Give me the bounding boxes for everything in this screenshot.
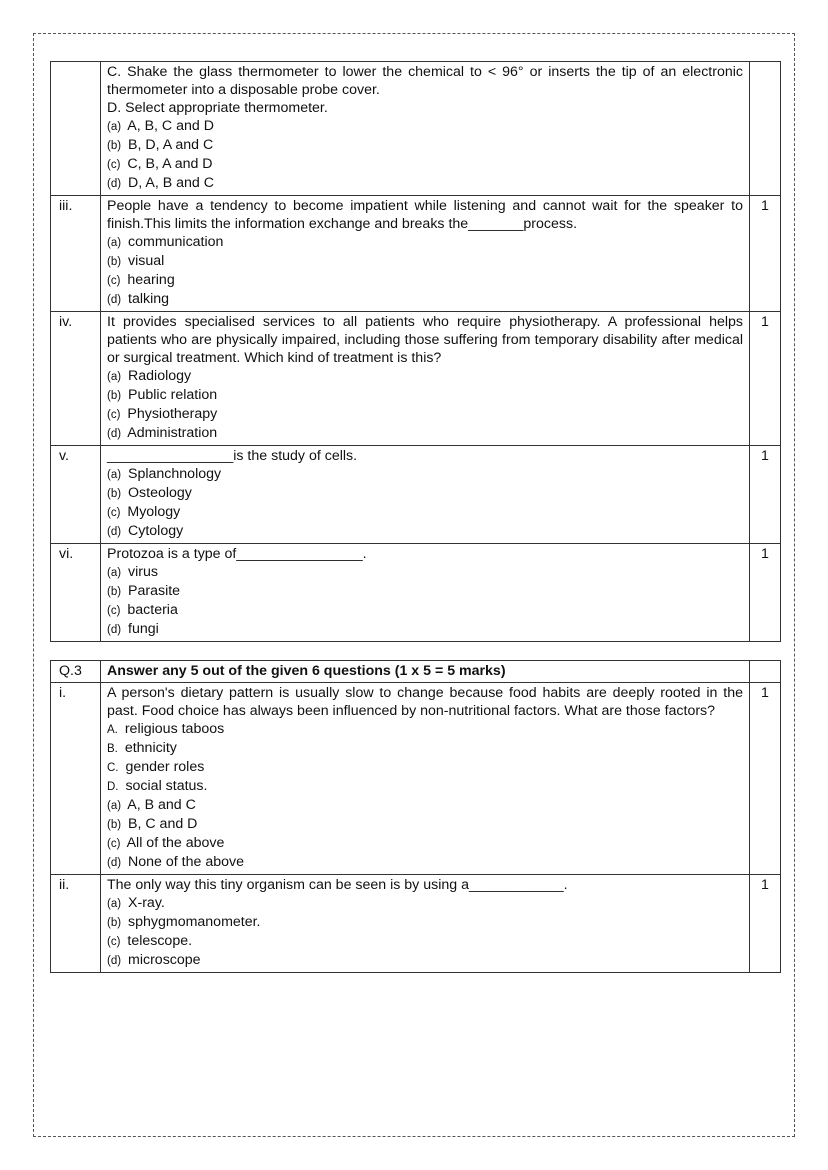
- option-text: Parasite: [128, 583, 181, 599]
- option-label: D.: [107, 781, 119, 793]
- answer-option: [107, 503, 743, 522]
- option-text: Public relation: [128, 387, 218, 403]
- option-text: Radiology: [128, 368, 192, 384]
- option-label: C.: [107, 762, 119, 774]
- question-number: [51, 62, 101, 196]
- option-label: (a): [107, 567, 122, 579]
- option-label: (c): [107, 275, 121, 287]
- answer-option: [107, 620, 743, 639]
- question-number: v.: [51, 446, 101, 544]
- question-body: [101, 312, 750, 446]
- question-body: [101, 446, 750, 544]
- question-text: A person's dietary pattern is usually slow to change because food habits are deeply rooted in the past. Food choice has always been influenced by non-nutritional factors. What are those factors?: [107, 685, 743, 719]
- option-label: (d): [107, 526, 122, 538]
- question-marks: [750, 62, 781, 196]
- option-label: (b): [107, 390, 122, 402]
- answer-option: [107, 522, 743, 541]
- option-text: Osteology: [128, 485, 192, 501]
- option-label: (d): [107, 857, 122, 869]
- answer-option: [107, 465, 743, 484]
- answer-option: [107, 290, 743, 309]
- question-number: iii.: [51, 196, 101, 312]
- question-table-section-2: [50, 61, 781, 642]
- option-label: (b): [107, 917, 122, 929]
- question-body: [101, 62, 750, 196]
- option-text: hearing: [127, 272, 175, 288]
- section-instructions: Answer any 5 out of the given 6 questions (1 x 5 = 5 marks): [101, 661, 750, 683]
- answer-option: [107, 563, 743, 582]
- option-text: social status.: [125, 778, 208, 794]
- answer-option: [107, 252, 743, 271]
- answer-option: [107, 582, 743, 601]
- option-text: Cytology: [128, 523, 184, 539]
- option-label: B.: [107, 743, 118, 755]
- option-text: None of the above: [128, 854, 244, 870]
- question-marks: 1: [750, 196, 781, 312]
- option-label: (b): [107, 586, 122, 598]
- option-label: (c): [107, 605, 121, 617]
- question-marks: 1: [750, 446, 781, 544]
- question-marks: 1: [750, 875, 781, 973]
- answer-option: [107, 853, 743, 872]
- option-label: (a): [107, 121, 122, 133]
- section-number: Q.3: [51, 661, 101, 683]
- question-body: [101, 683, 750, 875]
- answer-option: [107, 484, 743, 503]
- option-label: (b): [107, 140, 122, 152]
- option-text: B, C and D: [128, 816, 198, 832]
- question-number: ii.: [51, 875, 101, 973]
- answer-option: [107, 233, 743, 252]
- answer-option: [107, 758, 743, 777]
- answer-option: [107, 913, 743, 932]
- question-body: [101, 544, 750, 642]
- option-text: telescope.: [127, 933, 193, 949]
- question-text: It provides specialised services to all patients who require physiotherapy. A professional helps patients who are physically impaired, including those suffering from temporary disability after medical or surgical treatment. Which kind of treatment is this?: [107, 314, 743, 366]
- option-label: (a): [107, 237, 122, 249]
- option-text: All of the above: [126, 835, 225, 851]
- option-text: Physiotherapy: [127, 406, 218, 422]
- question-marks: 1: [750, 312, 781, 446]
- option-label: (a): [107, 898, 122, 910]
- option-text: microscope: [128, 952, 201, 968]
- question-text: People have a tendency to become impatient while listening and cannot wait for the speaker to finish.This limits the information exchange and breaks the_______process.: [107, 198, 743, 232]
- question-text: C. Shake the glass thermometer to lower the chemical to < 96° or inserts the tip of an electronic thermometer into a disposable probe cover.: [107, 64, 743, 98]
- question-number: vi.: [51, 544, 101, 642]
- option-label: (a): [107, 469, 122, 481]
- question-row: [51, 446, 781, 544]
- option-label: (a): [107, 371, 122, 383]
- answer-option: [107, 117, 743, 136]
- answer-option: [107, 271, 743, 290]
- question-marks: 1: [750, 683, 781, 875]
- option-label: (c): [107, 409, 121, 421]
- question-table-section-3: [50, 660, 781, 973]
- option-text: A, B and C: [127, 797, 196, 813]
- question-row: [51, 875, 781, 973]
- question-row: [51, 312, 781, 446]
- option-label: (d): [107, 955, 122, 967]
- option-label: (d): [107, 624, 122, 636]
- option-text: Splanchnology: [128, 466, 222, 482]
- option-label: (d): [107, 428, 122, 440]
- option-text: fungi: [128, 621, 159, 637]
- question-number: iv.: [51, 312, 101, 446]
- option-text: Administration: [127, 425, 218, 441]
- question-body: [101, 875, 750, 973]
- answer-option: [107, 424, 743, 443]
- option-label: (d): [107, 178, 122, 190]
- option-label: (a): [107, 800, 122, 812]
- option-text: Myology: [127, 504, 181, 520]
- answer-option: [107, 174, 743, 193]
- answer-option: [107, 367, 743, 386]
- option-text: D, A, B and C: [128, 175, 214, 191]
- answer-option: [107, 951, 743, 970]
- question-text: ________________is the study of cells.: [107, 448, 358, 464]
- option-label: (c): [107, 838, 121, 850]
- question-row: [51, 544, 781, 642]
- answer-option: [107, 894, 743, 913]
- answer-option: [107, 932, 743, 951]
- option-label: (c): [107, 159, 121, 171]
- option-text: bacteria: [127, 602, 178, 618]
- option-text: visual: [128, 253, 165, 269]
- answer-option: [107, 777, 743, 796]
- option-text: religious taboos: [124, 721, 225, 737]
- option-label: (d): [107, 294, 122, 306]
- answer-option: [107, 834, 743, 853]
- option-label: (b): [107, 256, 122, 268]
- answer-option: [107, 796, 743, 815]
- answer-option: [107, 815, 743, 834]
- answer-option: [107, 720, 743, 739]
- section-marks-cell: [750, 661, 781, 683]
- option-label: A.: [107, 724, 118, 736]
- option-label: (b): [107, 819, 122, 831]
- option-text: ethnicity: [124, 740, 177, 756]
- question-row: [51, 196, 781, 312]
- question-row: [51, 683, 781, 875]
- question-text: Protozoa is a type of________________.: [107, 546, 367, 562]
- question-text: D. Select appropriate thermometer.: [107, 100, 328, 116]
- answer-option: [107, 155, 743, 174]
- option-text: X-ray.: [128, 895, 165, 911]
- option-text: A, B, C and D: [127, 118, 214, 134]
- answer-option: [107, 405, 743, 424]
- section-header-row: [51, 661, 781, 683]
- question-number: i.: [51, 683, 101, 875]
- question-marks: 1: [750, 544, 781, 642]
- option-label: (c): [107, 936, 121, 948]
- option-text: communication: [128, 234, 224, 250]
- question-body: [101, 196, 750, 312]
- question-text: The only way this tiny organism can be seen is by using a____________.: [107, 877, 568, 893]
- option-label: (c): [107, 507, 121, 519]
- option-text: virus: [128, 564, 158, 580]
- option-text: talking: [128, 291, 170, 307]
- answer-option: [107, 601, 743, 620]
- question-row: [51, 62, 781, 196]
- option-text: sphygmomanometer.: [128, 914, 261, 930]
- option-label: (b): [107, 488, 122, 500]
- answer-option: [107, 386, 743, 405]
- answer-option: [107, 739, 743, 758]
- answer-option: [107, 136, 743, 155]
- option-text: gender roles: [125, 759, 205, 775]
- option-text: C, B, A and D: [127, 156, 213, 172]
- option-text: B, D, A and C: [128, 137, 214, 153]
